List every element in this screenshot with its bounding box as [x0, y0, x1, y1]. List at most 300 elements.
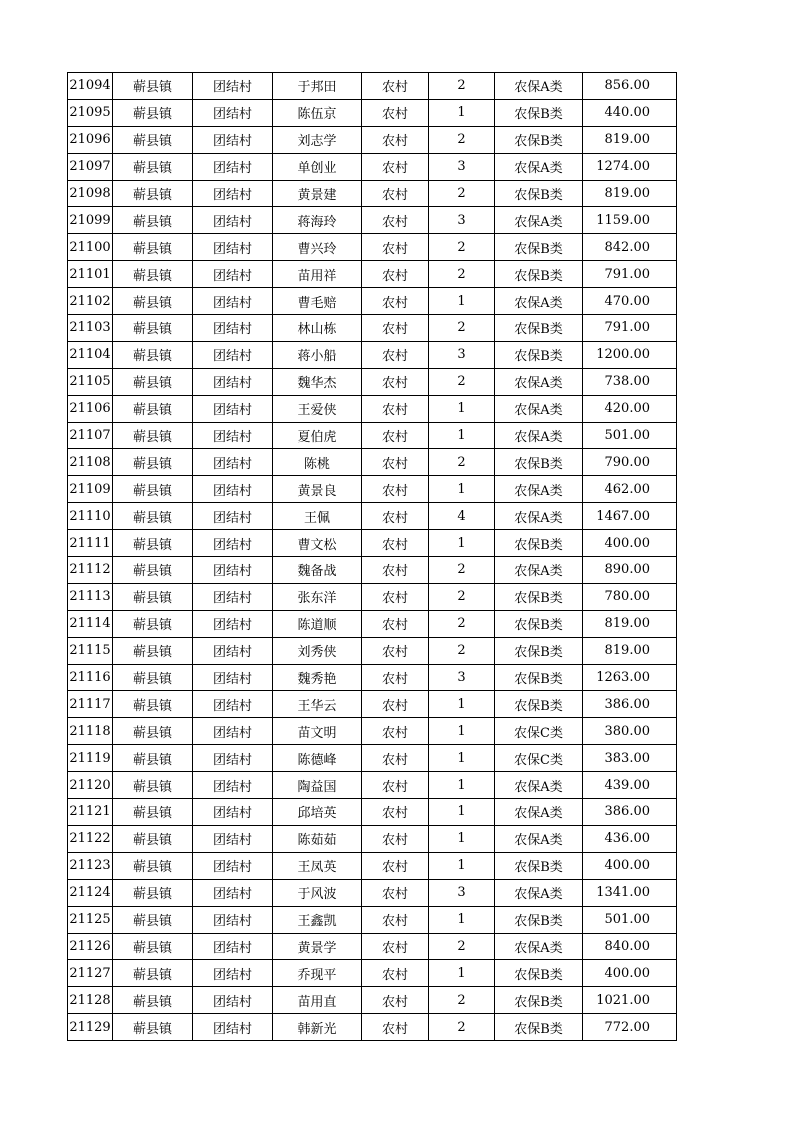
amount-cell: 386.00: [583, 691, 677, 718]
insurance-class-cell: 农保A类: [495, 395, 583, 422]
village-cell: 团结村: [193, 799, 273, 826]
name-cell: 于风波: [273, 879, 362, 906]
insurance-class-cell: 农保A类: [495, 422, 583, 449]
village-cell: 团结村: [193, 906, 273, 933]
table-row: [68, 691, 677, 718]
amount-cell: 420.00: [583, 395, 677, 422]
table-row: [68, 530, 677, 557]
village-cell: 团结村: [193, 718, 273, 745]
table-row: [68, 315, 677, 342]
table-row: [68, 610, 677, 637]
amount-cell: 791.00: [583, 261, 677, 288]
table-row: [68, 73, 677, 100]
town-cell: 蕲县镇: [113, 772, 193, 799]
village-cell: 团结村: [193, 772, 273, 799]
household-size-cell: 3: [429, 879, 495, 906]
town-cell: 蕲县镇: [113, 879, 193, 906]
village-cell: 团结村: [193, 99, 273, 126]
household-size-cell: 3: [429, 153, 495, 180]
record-id-cell: 21122: [68, 825, 113, 852]
amount-cell: 890.00: [583, 557, 677, 584]
record-id-cell: 21099: [68, 207, 113, 234]
town-cell: 蕲县镇: [113, 180, 193, 207]
record-id-cell: 21100: [68, 234, 113, 261]
amount-cell: 1467.00: [583, 503, 677, 530]
record-id-cell: 21094: [68, 73, 113, 100]
area-type-cell: 农村: [362, 987, 429, 1014]
household-size-cell: 1: [429, 799, 495, 826]
record-id-cell: 21114: [68, 610, 113, 637]
insurance-class-cell: 农保B类: [495, 637, 583, 664]
village-cell: 团结村: [193, 691, 273, 718]
village-cell: 团结村: [193, 476, 273, 503]
area-type-cell: 农村: [362, 341, 429, 368]
insurance-class-cell: 农保B类: [495, 530, 583, 557]
town-cell: 蕲县镇: [113, 691, 193, 718]
household-size-cell: 3: [429, 664, 495, 691]
area-type-cell: 农村: [362, 557, 429, 584]
area-type-cell: 农村: [362, 691, 429, 718]
town-cell: 蕲县镇: [113, 341, 193, 368]
area-type-cell: 农村: [362, 449, 429, 476]
area-type-cell: 农村: [362, 261, 429, 288]
insurance-class-cell: 农保C类: [495, 745, 583, 772]
insurance-class-cell: 农保A类: [495, 772, 583, 799]
amount-cell: 501.00: [583, 422, 677, 449]
record-id-cell: 21129: [68, 1014, 113, 1041]
record-id-cell: 21105: [68, 368, 113, 395]
amount-cell: 1274.00: [583, 153, 677, 180]
record-id-cell: 21104: [68, 341, 113, 368]
area-type-cell: 农村: [362, 933, 429, 960]
table-row: [68, 637, 677, 664]
name-cell: 陶益国: [273, 772, 362, 799]
village-cell: 团结村: [193, 1014, 273, 1041]
table-row: [68, 799, 677, 826]
amount-cell: 1341.00: [583, 879, 677, 906]
record-id-cell: 21126: [68, 933, 113, 960]
village-cell: 团结村: [193, 368, 273, 395]
insurance-class-cell: 农保C类: [495, 718, 583, 745]
amount-cell: 1263.00: [583, 664, 677, 691]
village-cell: 团结村: [193, 987, 273, 1014]
insurance-class-cell: 农保B类: [495, 234, 583, 261]
household-size-cell: 2: [429, 987, 495, 1014]
insurance-class-cell: 农保B类: [495, 987, 583, 1014]
village-cell: 团结村: [193, 637, 273, 664]
name-cell: 王华云: [273, 691, 362, 718]
table-row: [68, 341, 677, 368]
area-type-cell: 农村: [362, 180, 429, 207]
record-id-cell: 21101: [68, 261, 113, 288]
town-cell: 蕲县镇: [113, 422, 193, 449]
amount-cell: 1021.00: [583, 987, 677, 1014]
town-cell: 蕲县镇: [113, 73, 193, 100]
household-size-cell: 3: [429, 207, 495, 234]
name-cell: 魏备战: [273, 557, 362, 584]
household-size-cell: 2: [429, 1014, 495, 1041]
record-id-cell: 21124: [68, 879, 113, 906]
area-type-cell: 农村: [362, 637, 429, 664]
name-cell: 邱培英: [273, 799, 362, 826]
area-type-cell: 农村: [362, 799, 429, 826]
name-cell: 曹毛赔: [273, 288, 362, 315]
village-cell: 团结村: [193, 395, 273, 422]
household-size-cell: 1: [429, 772, 495, 799]
amount-cell: 470.00: [583, 288, 677, 315]
town-cell: 蕲县镇: [113, 288, 193, 315]
name-cell: 夏伯虎: [273, 422, 362, 449]
roster-body: [68, 73, 677, 1041]
town-cell: 蕲县镇: [113, 503, 193, 530]
area-type-cell: 农村: [362, 395, 429, 422]
town-cell: 蕲县镇: [113, 933, 193, 960]
insurance-class-cell: 农保A类: [495, 799, 583, 826]
area-type-cell: 农村: [362, 234, 429, 261]
area-type-cell: 农村: [362, 153, 429, 180]
village-cell: 团结村: [193, 583, 273, 610]
household-size-cell: 1: [429, 395, 495, 422]
town-cell: 蕲县镇: [113, 99, 193, 126]
table-row: [68, 1014, 677, 1041]
table-row: [68, 772, 677, 799]
amount-cell: 380.00: [583, 718, 677, 745]
table-row: [68, 207, 677, 234]
amount-cell: 738.00: [583, 368, 677, 395]
village-cell: 团结村: [193, 422, 273, 449]
insurance-class-cell: 农保B类: [495, 852, 583, 879]
amount-cell: 440.00: [583, 99, 677, 126]
insurance-class-cell: 农保B类: [495, 906, 583, 933]
amount-cell: 400.00: [583, 530, 677, 557]
name-cell: 单创业: [273, 153, 362, 180]
insurance-class-cell: 农保B类: [495, 180, 583, 207]
area-type-cell: 农村: [362, 583, 429, 610]
record-id-cell: 21128: [68, 987, 113, 1014]
village-cell: 团结村: [193, 825, 273, 852]
village-cell: 团结村: [193, 664, 273, 691]
insurance-class-cell: 农保B类: [495, 960, 583, 987]
name-cell: 陈茹茹: [273, 825, 362, 852]
table-row: [68, 153, 677, 180]
area-type-cell: 农村: [362, 315, 429, 342]
name-cell: 魏秀艳: [273, 664, 362, 691]
insurance-class-cell: 农保A类: [495, 476, 583, 503]
household-size-cell: 1: [429, 530, 495, 557]
name-cell: 陈伍京: [273, 99, 362, 126]
insurance-class-cell: 农保B类: [495, 341, 583, 368]
insurance-class-cell: 农保A类: [495, 879, 583, 906]
area-type-cell: 农村: [362, 73, 429, 100]
amount-cell: 819.00: [583, 637, 677, 664]
area-type-cell: 农村: [362, 879, 429, 906]
area-type-cell: 农村: [362, 825, 429, 852]
town-cell: 蕲县镇: [113, 664, 193, 691]
record-id-cell: 21115: [68, 637, 113, 664]
record-id-cell: 21107: [68, 422, 113, 449]
area-type-cell: 农村: [362, 1014, 429, 1041]
table-row: [68, 395, 677, 422]
record-id-cell: 21120: [68, 772, 113, 799]
village-cell: 团结村: [193, 879, 273, 906]
name-cell: 韩新光: [273, 1014, 362, 1041]
household-size-cell: 1: [429, 960, 495, 987]
record-id-cell: 21095: [68, 99, 113, 126]
table-row: [68, 879, 677, 906]
amount-cell: 842.00: [583, 234, 677, 261]
household-size-cell: 1: [429, 99, 495, 126]
amount-cell: 772.00: [583, 1014, 677, 1041]
record-id-cell: 21113: [68, 583, 113, 610]
insurance-class-cell: 农保B类: [495, 315, 583, 342]
amount-cell: 1200.00: [583, 341, 677, 368]
town-cell: 蕲县镇: [113, 476, 193, 503]
name-cell: 王佩: [273, 503, 362, 530]
household-size-cell: 2: [429, 637, 495, 664]
household-size-cell: 2: [429, 933, 495, 960]
town-cell: 蕲县镇: [113, 987, 193, 1014]
insurance-class-cell: 农保A类: [495, 207, 583, 234]
table-row: [68, 718, 677, 745]
name-cell: 刘秀侠: [273, 637, 362, 664]
name-cell: 黄景学: [273, 933, 362, 960]
name-cell: 陈桃: [273, 449, 362, 476]
town-cell: 蕲县镇: [113, 583, 193, 610]
village-cell: 团结村: [193, 745, 273, 772]
area-type-cell: 农村: [362, 368, 429, 395]
amount-cell: 791.00: [583, 315, 677, 342]
insurance-class-cell: 农保B类: [495, 610, 583, 637]
table-row: [68, 745, 677, 772]
name-cell: 刘志学: [273, 126, 362, 153]
area-type-cell: 农村: [362, 99, 429, 126]
name-cell: 王鑫凯: [273, 906, 362, 933]
table-row: [68, 422, 677, 449]
household-size-cell: 1: [429, 288, 495, 315]
table-row: [68, 664, 677, 691]
record-id-cell: 21106: [68, 395, 113, 422]
table-row: [68, 234, 677, 261]
town-cell: 蕲县镇: [113, 261, 193, 288]
table-row: [68, 126, 677, 153]
town-cell: 蕲县镇: [113, 315, 193, 342]
village-cell: 团结村: [193, 557, 273, 584]
area-type-cell: 农村: [362, 718, 429, 745]
name-cell: 苗用祥: [273, 261, 362, 288]
town-cell: 蕲县镇: [113, 1014, 193, 1041]
roster-table: [67, 72, 677, 1041]
record-id-cell: 21108: [68, 449, 113, 476]
town-cell: 蕲县镇: [113, 852, 193, 879]
insurance-class-cell: 农保A类: [495, 368, 583, 395]
area-type-cell: 农村: [362, 476, 429, 503]
town-cell: 蕲县镇: [113, 126, 193, 153]
insurance-class-cell: 农保B类: [495, 449, 583, 476]
household-size-cell: 1: [429, 825, 495, 852]
area-type-cell: 农村: [362, 610, 429, 637]
name-cell: 陈道顺: [273, 610, 362, 637]
table-row: [68, 987, 677, 1014]
table-row: [68, 180, 677, 207]
household-size-cell: 2: [429, 126, 495, 153]
town-cell: 蕲县镇: [113, 610, 193, 637]
household-size-cell: 1: [429, 906, 495, 933]
household-size-cell: 2: [429, 557, 495, 584]
area-type-cell: 农村: [362, 126, 429, 153]
record-id-cell: 21119: [68, 745, 113, 772]
amount-cell: 400.00: [583, 960, 677, 987]
household-size-cell: 2: [429, 261, 495, 288]
name-cell: 曹文松: [273, 530, 362, 557]
name-cell: 于邦田: [273, 73, 362, 100]
amount-cell: 436.00: [583, 825, 677, 852]
name-cell: 陈德峰: [273, 745, 362, 772]
record-id-cell: 21096: [68, 126, 113, 153]
table-row: [68, 288, 677, 315]
table-row: [68, 933, 677, 960]
insurance-class-cell: 农保B类: [495, 261, 583, 288]
amount-cell: 780.00: [583, 583, 677, 610]
amount-cell: 790.00: [583, 449, 677, 476]
record-id-cell: 21098: [68, 180, 113, 207]
household-size-cell: 2: [429, 73, 495, 100]
village-cell: 团结村: [193, 288, 273, 315]
table-row: [68, 476, 677, 503]
table-row: [68, 960, 677, 987]
household-size-cell: 2: [429, 583, 495, 610]
name-cell: 黄景良: [273, 476, 362, 503]
household-size-cell: 2: [429, 180, 495, 207]
record-id-cell: 21127: [68, 960, 113, 987]
name-cell: 乔现平: [273, 960, 362, 987]
name-cell: 王凤英: [273, 852, 362, 879]
insurance-class-cell: 农保B类: [495, 99, 583, 126]
name-cell: 魏华杰: [273, 368, 362, 395]
area-type-cell: 农村: [362, 852, 429, 879]
name-cell: 张东洋: [273, 583, 362, 610]
insurance-class-cell: 农保A类: [495, 933, 583, 960]
table-row: [68, 368, 677, 395]
record-id-cell: 21117: [68, 691, 113, 718]
table-row: [68, 449, 677, 476]
town-cell: 蕲县镇: [113, 960, 193, 987]
village-cell: 团结村: [193, 153, 273, 180]
village-cell: 团结村: [193, 960, 273, 987]
record-id-cell: 21121: [68, 799, 113, 826]
town-cell: 蕲县镇: [113, 745, 193, 772]
insurance-class-cell: 农保B类: [495, 126, 583, 153]
household-size-cell: 2: [429, 234, 495, 261]
village-cell: 团结村: [193, 530, 273, 557]
insurance-class-cell: 农保B类: [495, 691, 583, 718]
amount-cell: 1159.00: [583, 207, 677, 234]
amount-cell: 383.00: [583, 745, 677, 772]
amount-cell: 856.00: [583, 73, 677, 100]
record-id-cell: 21102: [68, 288, 113, 315]
amount-cell: 400.00: [583, 852, 677, 879]
insurance-class-cell: 农保A类: [495, 557, 583, 584]
record-id-cell: 21125: [68, 906, 113, 933]
insurance-class-cell: 农保A类: [495, 153, 583, 180]
amount-cell: 386.00: [583, 799, 677, 826]
town-cell: 蕲县镇: [113, 234, 193, 261]
record-id-cell: 21111: [68, 530, 113, 557]
record-id-cell: 21109: [68, 476, 113, 503]
household-size-cell: 1: [429, 422, 495, 449]
record-id-cell: 21123: [68, 852, 113, 879]
table-row: [68, 503, 677, 530]
area-type-cell: 农村: [362, 503, 429, 530]
name-cell: 曹兴玲: [273, 234, 362, 261]
village-cell: 团结村: [193, 180, 273, 207]
village-cell: 团结村: [193, 234, 273, 261]
insurance-class-cell: 农保A类: [495, 503, 583, 530]
village-cell: 团结村: [193, 207, 273, 234]
area-type-cell: 农村: [362, 530, 429, 557]
record-id-cell: 21110: [68, 503, 113, 530]
village-cell: 团结村: [193, 852, 273, 879]
area-type-cell: 农村: [362, 745, 429, 772]
record-id-cell: 21116: [68, 664, 113, 691]
name-cell: 蒋海玲: [273, 207, 362, 234]
amount-cell: 819.00: [583, 610, 677, 637]
name-cell: 黄景建: [273, 180, 362, 207]
area-type-cell: 农村: [362, 664, 429, 691]
amount-cell: 819.00: [583, 126, 677, 153]
household-size-cell: 1: [429, 745, 495, 772]
name-cell: 苗文明: [273, 718, 362, 745]
name-cell: 蒋小船: [273, 341, 362, 368]
village-cell: 团结村: [193, 73, 273, 100]
amount-cell: 840.00: [583, 933, 677, 960]
town-cell: 蕲县镇: [113, 368, 193, 395]
name-cell: 王爱侠: [273, 395, 362, 422]
amount-cell: 462.00: [583, 476, 677, 503]
name-cell: 林山栋: [273, 315, 362, 342]
household-size-cell: 2: [429, 610, 495, 637]
household-size-cell: 2: [429, 368, 495, 395]
town-cell: 蕲县镇: [113, 637, 193, 664]
amount-cell: 501.00: [583, 906, 677, 933]
area-type-cell: 农村: [362, 422, 429, 449]
area-type-cell: 农村: [362, 772, 429, 799]
household-size-cell: 1: [429, 476, 495, 503]
village-cell: 团结村: [193, 261, 273, 288]
table-row: [68, 557, 677, 584]
town-cell: 蕲县镇: [113, 718, 193, 745]
household-size-cell: 4: [429, 503, 495, 530]
household-size-cell: 3: [429, 341, 495, 368]
record-id-cell: 21112: [68, 557, 113, 584]
town-cell: 蕲县镇: [113, 906, 193, 933]
town-cell: 蕲县镇: [113, 825, 193, 852]
insurance-class-cell: 农保A类: [495, 73, 583, 100]
area-type-cell: 农村: [362, 288, 429, 315]
name-cell: 苗用直: [273, 987, 362, 1014]
village-cell: 团结村: [193, 315, 273, 342]
household-size-cell: 1: [429, 691, 495, 718]
household-size-cell: 2: [429, 449, 495, 476]
record-id-cell: 21118: [68, 718, 113, 745]
amount-cell: 819.00: [583, 180, 677, 207]
record-id-cell: 21103: [68, 315, 113, 342]
insurance-class-cell: 农保A类: [495, 825, 583, 852]
area-type-cell: 农村: [362, 960, 429, 987]
record-id-cell: 21097: [68, 153, 113, 180]
area-type-cell: 农村: [362, 906, 429, 933]
town-cell: 蕲县镇: [113, 799, 193, 826]
insurance-class-cell: 农保B类: [495, 1014, 583, 1041]
